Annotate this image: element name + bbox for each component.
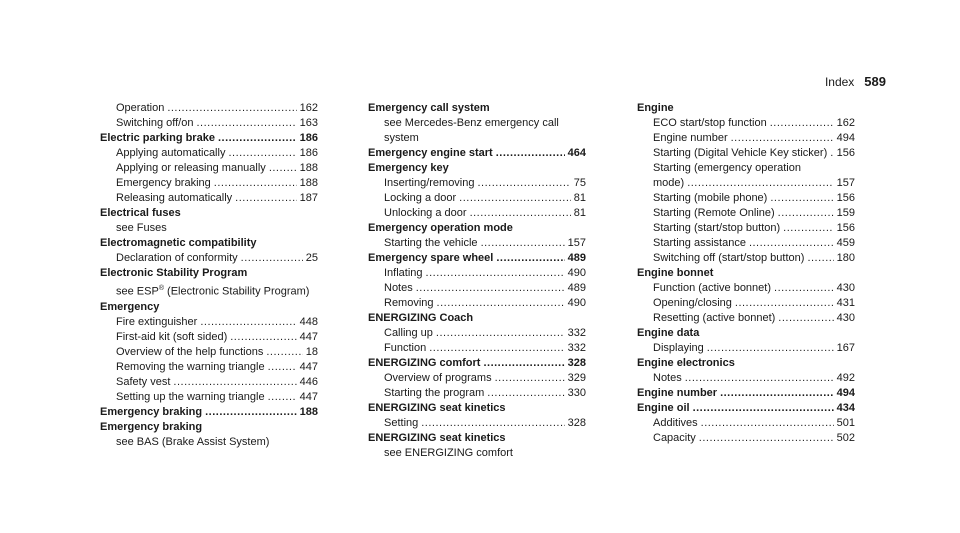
index-entry: [100, 300, 318, 315]
index-subentry[interactable]: [100, 251, 318, 266]
index-subentry[interactable]: [368, 236, 586, 251]
entry-page-ref[interactable]: 459: [836, 237, 855, 249]
entry-label: Fire extinguisher: [116, 315, 198, 328]
entry-page-ref[interactable]: 167: [836, 342, 855, 354]
entry-page-ref[interactable]: 494: [836, 387, 855, 399]
section-title: Index: [824, 75, 855, 89]
leader-dots: [487, 386, 564, 401]
entry-label: Engine electronics: [637, 357, 735, 369]
entry-label: Resetting (active bonnet): [653, 312, 776, 324]
entry-page-ref[interactable]: 75: [573, 177, 586, 189]
entry-label: Notes: [653, 372, 682, 384]
leader-dots: [720, 386, 834, 401]
index-entry: [368, 221, 586, 236]
entry-page-ref[interactable]: 332: [567, 342, 586, 354]
page-header: [825, 74, 886, 89]
entry-label: Emergency spare wheel: [368, 252, 494, 264]
entry-label: Electromagnetic compatibility: [100, 237, 257, 249]
entry-label: Engine bonnet: [637, 267, 714, 279]
entry-page-ref[interactable]: 446: [299, 375, 318, 388]
entry-page-ref[interactable]: 330: [567, 387, 586, 399]
leader-dots: [437, 296, 565, 311]
entry-label: Declaration of conformity: [116, 252, 238, 264]
index-subentry: [368, 446, 586, 461]
entry-label: Applying automatically: [116, 147, 226, 159]
entry-label: see BAS (Brake Assist System): [116, 435, 270, 448]
index-column-1: [100, 101, 318, 450]
leader-dots: [268, 360, 297, 375]
entry-label: Notes: [384, 282, 413, 294]
entry-page-ref[interactable]: 188: [299, 162, 318, 174]
entry-page-ref[interactable]: 447: [299, 390, 318, 403]
index-entry: [100, 236, 318, 251]
index-subentry[interactable]: [637, 131, 855, 146]
entry-label: Function: [384, 342, 427, 354]
leader-dots: [459, 191, 571, 206]
entry-page-ref[interactable]: 162: [299, 102, 318, 114]
leader-dots: [416, 281, 565, 296]
entry-page-ref[interactable]: 434: [836, 402, 855, 414]
entry-label: ECO start/stop function: [653, 117, 767, 129]
entry-page-ref[interactable]: 157: [836, 177, 855, 189]
entry-label: mode): [653, 177, 685, 189]
leader-dots: [749, 236, 834, 251]
index-subentry[interactable]: [637, 281, 855, 296]
index-subentry[interactable]: [637, 311, 855, 326]
entry-label: Engine number: [653, 132, 728, 144]
index-column-3: [637, 101, 855, 446]
entry-label: Emergency key: [368, 162, 449, 174]
index-subentry: [100, 281, 318, 300]
index-subentry[interactable]: [368, 386, 586, 401]
entry-page-ref[interactable]: 447: [299, 330, 318, 343]
index-entry: [368, 401, 586, 416]
index-subentry[interactable]: [100, 176, 318, 191]
leader-dots: [495, 371, 565, 386]
leader-dots: [269, 161, 297, 176]
page-number: 589: [864, 74, 886, 89]
entry-label: Function (active bonnet): [653, 282, 772, 294]
leader-dots: [228, 146, 296, 161]
entry-label: Starting the program: [384, 387, 485, 399]
entry-page-ref[interactable]: 156: [836, 147, 855, 159]
entry-page-ref[interactable]: 328: [567, 417, 586, 429]
index-subentry[interactable]: [100, 315, 318, 330]
entry-page-ref[interactable]: 489: [567, 282, 586, 294]
entry-page-ref[interactable]: 156: [836, 222, 855, 234]
entry-label: Starting (Digital Vehicle Key sticker): [653, 147, 828, 159]
index-entry: [100, 266, 318, 281]
leader-dots: [200, 315, 296, 330]
index-subentry[interactable]: [100, 161, 318, 176]
entry-page-ref[interactable]: 329: [567, 372, 586, 384]
leader-dots: [478, 176, 571, 191]
index-subentry[interactable]: [368, 326, 586, 341]
entry-label: Switching off/on: [116, 117, 194, 129]
entry-label: Starting the vehicle: [384, 237, 478, 249]
leader-dots: [268, 390, 297, 405]
index-subentry[interactable]: [637, 251, 855, 266]
entry-page-ref[interactable]: 328: [567, 357, 586, 369]
entry-page-ref[interactable]: 501: [836, 417, 855, 429]
entry-label: Starting (emergency operation: [653, 162, 801, 174]
index-subentry[interactable]: [637, 236, 855, 251]
index-entry: [100, 206, 318, 221]
leader-dots: [783, 221, 833, 236]
index-subentry[interactable]: [637, 371, 855, 386]
leader-dots: [196, 116, 296, 131]
entry-label: Emergency engine start: [368, 147, 493, 159]
index-entry: [368, 431, 586, 446]
leader-dots: [770, 116, 834, 131]
leader-dots: [496, 251, 564, 266]
entry-label: ENERGIZING Coach: [368, 312, 474, 324]
index-subentry[interactable]: [637, 416, 855, 431]
leader-dots: [421, 416, 564, 431]
leader-dots: [205, 405, 297, 420]
leader-dots: [214, 176, 297, 191]
entry-label: Engine data: [637, 327, 700, 339]
leader-dots: [496, 146, 565, 161]
entry-label: Overview of the help functions: [116, 345, 264, 358]
entry-label: Removing the warning triangle: [116, 360, 265, 373]
entry-page-ref[interactable]: 447: [299, 360, 318, 373]
index-subentry: [637, 161, 855, 191]
entry-label: see Fuses: [116, 222, 167, 234]
entry-label: Inflating: [384, 267, 423, 279]
leader-dots: [685, 371, 834, 386]
entry-label: Engine oil: [637, 402, 690, 414]
entry-label: see ESP® (Electronic Stability Program): [116, 285, 310, 298]
entry-page-ref[interactable]: 492: [836, 372, 855, 384]
index-subentry[interactable]: [368, 206, 586, 221]
entry-page-ref[interactable]: 162: [836, 117, 855, 129]
leader-dots: [426, 266, 565, 281]
leader-dots: [483, 356, 564, 371]
index-entry[interactable]: [368, 251, 586, 266]
entry-page-ref[interactable]: 464: [567, 147, 586, 159]
entry-label: ENERGIZING seat kinetics: [368, 402, 506, 414]
index-subentry[interactable]: [637, 191, 855, 206]
index-subentry: [368, 116, 586, 146]
entry-label: Electronic Stability Program: [100, 267, 248, 279]
entry-label: Opening/closing: [653, 297, 732, 309]
index-subentry[interactable]: [100, 390, 318, 405]
index-entry: [637, 101, 855, 116]
entry-page-ref[interactable]: 157: [567, 237, 586, 249]
entry-label: ENERGIZING comfort: [368, 357, 481, 369]
leader-dots: [830, 146, 833, 161]
entry-label: see ENERGIZING comfort: [384, 447, 513, 459]
leader-dots: [735, 296, 834, 311]
entry-label: Unlocking a door: [384, 207, 467, 219]
leader-dots: [807, 251, 833, 266]
index-entry[interactable]: [100, 405, 318, 420]
index-subentry[interactable]: [100, 330, 318, 345]
entry-page-ref[interactable]: 186: [299, 132, 318, 144]
entry-page-ref[interactable]: 163: [299, 117, 318, 129]
entry-label: First-aid kit (soft sided): [116, 330, 228, 343]
entry-label: ENERGIZING seat kinetics: [368, 432, 506, 444]
index-column-2: [368, 101, 586, 461]
leader-dots: [167, 101, 296, 116]
leader-dots: [731, 131, 834, 146]
entry-label: Setting: [384, 417, 419, 429]
entry-label: Emergency braking: [100, 405, 203, 418]
leader-dots: [778, 206, 834, 221]
index-entry[interactable]: [637, 401, 855, 416]
index-subentry[interactable]: [100, 345, 318, 360]
leader-dots: [701, 416, 834, 431]
entry-label: see Mercedes-Benz emergency call system: [384, 117, 559, 144]
index-entry: [368, 311, 586, 326]
index-subentry[interactable]: [637, 341, 855, 356]
entry-label: Removing: [384, 297, 434, 309]
entry-page-ref[interactable]: 81: [573, 207, 586, 219]
entry-label: Emergency call system: [368, 102, 490, 114]
leader-dots: [429, 341, 564, 356]
leader-dots: [241, 251, 303, 266]
entry-label: Locking a door: [384, 192, 457, 204]
entry-page-ref[interactable]: 18: [305, 345, 318, 358]
entry-page-ref[interactable]: 156: [836, 192, 855, 204]
entry-label: Safety vest: [116, 375, 171, 388]
index-subentry[interactable]: [100, 116, 318, 131]
entry-page-ref[interactable]: 332: [567, 327, 586, 339]
leader-dots: [774, 281, 834, 296]
index-subentry[interactable]: [368, 416, 586, 431]
entry-label: Displaying: [653, 342, 704, 354]
entry-page-ref[interactable]: 448: [299, 315, 318, 328]
index-subentry[interactable]: [637, 206, 855, 221]
index-subentry[interactable]: [368, 176, 586, 191]
entry-label: Electrical fuses: [100, 207, 181, 219]
entry-label: Overview of programs: [384, 372, 492, 384]
entry-page-ref[interactable]: 81: [573, 192, 586, 204]
entry-label: Emergency operation mode: [368, 222, 513, 234]
index-entry[interactable]: [100, 131, 318, 146]
entry-label: Operation: [116, 102, 165, 114]
index-subentry[interactable]: [100, 375, 318, 390]
index-subentry[interactable]: [100, 146, 318, 161]
index-subentry[interactable]: [368, 296, 586, 311]
entry-label: Capacity: [653, 432, 696, 444]
entry-label: Releasing automatically: [116, 192, 233, 204]
entry-label: Switching off (start/stop button): [653, 252, 805, 264]
entry-label: Setting up the warning triangle: [116, 390, 265, 403]
entry-page-ref[interactable]: 186: [299, 147, 318, 159]
entry-page-ref[interactable]: 502: [836, 432, 855, 444]
entry-label: Electric parking brake: [100, 132, 215, 144]
index-subentry[interactable]: [637, 431, 855, 446]
index-subentry[interactable]: [100, 191, 318, 206]
index-subentry[interactable]: [100, 360, 318, 375]
leader-dots: [778, 311, 833, 326]
entry-page-ref[interactable]: 430: [836, 312, 855, 324]
entry-label: Engine number: [637, 387, 718, 399]
leader-dots: [436, 326, 565, 341]
index-entry: [637, 356, 855, 371]
entry-label: Calling up: [384, 327, 433, 339]
index-entry[interactable]: [637, 386, 855, 401]
leader-dots: [230, 330, 296, 345]
entry-page-ref[interactable]: 489: [567, 252, 586, 264]
leader-dots: [470, 206, 571, 221]
entry-page-ref[interactable]: 430: [836, 282, 855, 294]
index-subentry[interactable]: [368, 371, 586, 386]
entry-label: Inserting/removing: [384, 177, 475, 189]
entry-page-ref[interactable]: 490: [567, 267, 586, 279]
entry-page-ref[interactable]: 188: [299, 405, 318, 418]
index-subentry[interactable]: [637, 146, 855, 161]
entry-page-ref[interactable]: 188: [299, 177, 318, 189]
leader-dots: [266, 345, 302, 360]
index-subentry[interactable]: [368, 341, 586, 356]
index-entry[interactable]: [368, 146, 586, 161]
index-entry: [637, 266, 855, 281]
entry-page-ref[interactable]: 490: [567, 297, 586, 309]
index-subentry[interactable]: [368, 266, 586, 281]
index-entry: [368, 101, 586, 116]
entry-label: Engine: [637, 102, 674, 114]
entry-page-ref[interactable]: 159: [836, 207, 855, 219]
leader-dots: [770, 191, 833, 206]
index-entry[interactable]: [368, 356, 586, 371]
entry-label: Applying or releasing manually: [116, 162, 266, 174]
entry-label: Starting assistance: [653, 237, 746, 249]
index-subentry[interactable]: [368, 191, 586, 206]
entry-page-ref[interactable]: 187: [299, 192, 318, 204]
entry-page-ref[interactable]: 431: [836, 297, 855, 309]
entry-page-ref[interactable]: 180: [836, 252, 855, 264]
entry-page-ref[interactable]: 494: [836, 132, 855, 144]
index-subentry[interactable]: [637, 221, 855, 236]
leader-dots: [699, 431, 834, 446]
entry-label: Starting (mobile phone): [653, 192, 768, 204]
leader-dots: [173, 375, 296, 390]
index-subentry: [100, 221, 318, 236]
leader-dots: [235, 191, 296, 206]
leader-dots: [693, 401, 834, 416]
entry-label: Emergency braking: [116, 177, 211, 189]
index-subentry: [100, 435, 318, 450]
index-subentry[interactable]: [637, 116, 855, 131]
entry-label: Emergency: [100, 300, 160, 313]
index-entry: [100, 420, 318, 435]
index-entry: [637, 326, 855, 341]
index-subentry[interactable]: [637, 296, 855, 311]
leader-dots: [707, 341, 834, 356]
entry-label: Emergency braking: [100, 420, 203, 433]
entry-label: Starting (Remote Online): [653, 207, 775, 219]
index-subentry[interactable]: [100, 101, 318, 116]
entry-page-ref[interactable]: 25: [305, 252, 318, 264]
index-subentry[interactable]: [368, 281, 586, 296]
leader-dots: [218, 131, 297, 146]
leader-dots: [481, 236, 565, 251]
index-entry: [368, 161, 586, 176]
entry-label: Starting (start/stop button): [653, 222, 781, 234]
entry-label: Additives: [653, 417, 698, 429]
leader-dots: [687, 176, 833, 191]
